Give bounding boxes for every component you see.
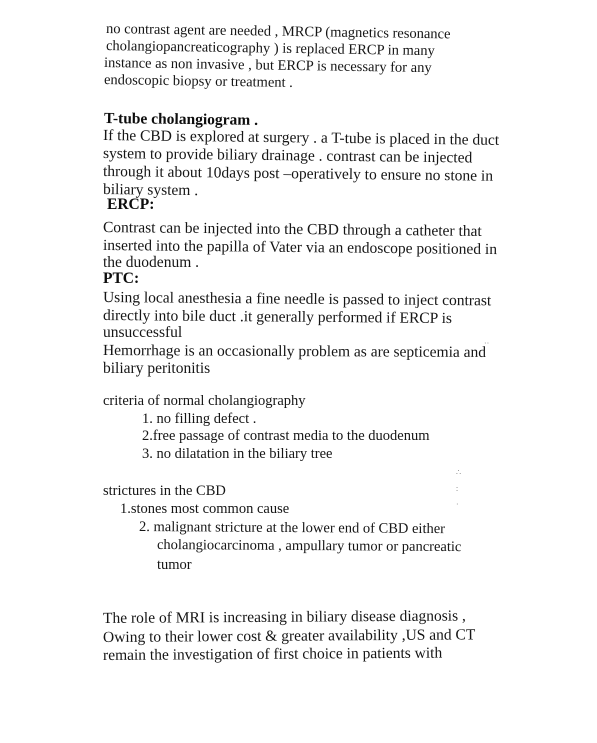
ptc-line-4: Hemorrhage is an occasionally problem as are septicemia and [102,342,487,362]
mri-line-1: The role of MRI is increasing in biliary disease diagnosis , [102,607,466,627]
intro-line-2: cholangiopancreaticography ) is replaced ERCP in many [105,38,435,60]
strictures-item-2-line-1: 2. malignant stricture at the lower end of CBD either [138,519,446,538]
scan-speck: ∶ [456,485,459,494]
ptc-line-2: directly into bile duct .it generally performed if ERCP is [102,307,453,328]
intro-line-4: endoscopic biopsy or treatment . [103,72,293,91]
mri-line-3: remain the investigation of first choice in patients with [102,644,443,664]
ptc-heading: PTC: [103,270,140,287]
intro-line-1: no contrast agent are needed , MRCP (magnetics resonance [105,21,451,43]
strictures-item-1: 1.stones most common cause [120,501,290,517]
ercp-line-3: the duodenum . [103,254,199,271]
ptc-line-5: biliary peritonitis [103,360,211,377]
ercp-heading: ERCP: [107,196,155,213]
t-tube-heading: T-tube cholangiogram . [103,110,259,129]
criteria-item-1: 1. no filling defect . [142,411,257,427]
scan-speck: ∴ [456,468,462,477]
criteria-item-2: 2.free passage of contrast media to the duodenum [142,428,430,444]
ptc-line-3: unsuccessful [103,324,183,341]
t-tube-line-1: If the CBD is explored at surgery . a T-tube is placed in the duct [102,127,500,149]
mri-line-2: Owing to their lower cost & greater availability ,US and CT [102,626,476,646]
ercp-line-2: inserted into the papilla of Vater via an endoscope positioned in [102,237,498,259]
criteria-title: criteria of normal cholangiography [103,393,306,409]
ptc-line-1: Using local anesthesia a fine needle is passed to inject contrast [102,289,492,310]
strictures-item-2-line-3: tumor [157,557,192,573]
t-tube-line-4: biliary system . [102,181,199,200]
intro-line-3: instance as non invasive , but ERCP is necessary for any [103,55,432,77]
scan-speck: · [456,500,459,509]
ercp-line-1: Contrast can be injected into the CBD through a catheter that [102,219,482,240]
strictures-title: strictures in the CBD [103,483,226,499]
criteria-item-3: 3. no dilatation in the biliary tree [142,446,333,462]
scan-speck: ·· [484,339,490,348]
strictures-item-2-line-2: cholangiocarcinoma , ampullary tumor or pancreatic [156,537,462,556]
t-tube-line-2: system to provide biliary drainage . contrast can be injected [102,145,473,167]
t-tube-line-3: through it about 10days post –operatively to ensure no stone in [102,163,494,185]
